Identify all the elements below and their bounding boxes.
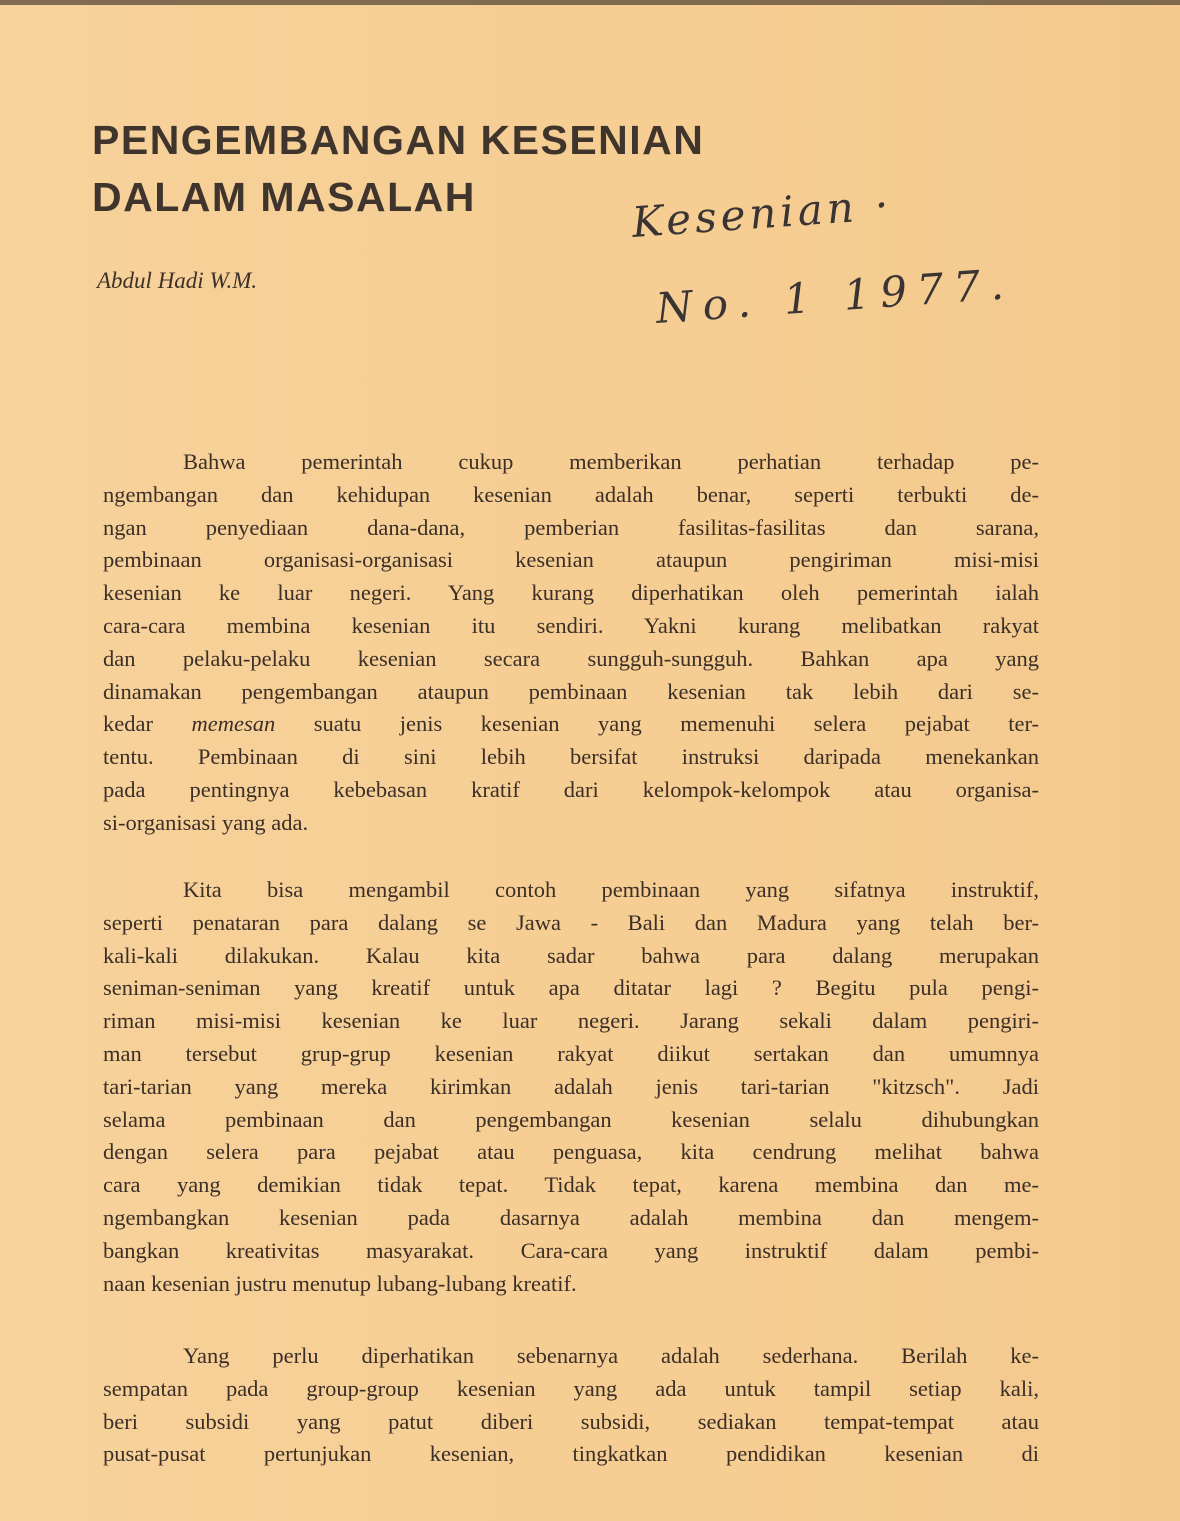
text-line: Kita bisa mengambil contoh pembinaan yang sifatnya instruktif, <box>183 877 1039 902</box>
article-title <box>92 112 704 226</box>
text-line: tentu. Pembinaan di sini lebih bersifat instruksi daripada menekankan <box>103 744 1039 770</box>
paragraph-2 <box>103 874 1039 1300</box>
handwritten-note-line-2: No. 1 1977. <box>654 259 1016 333</box>
text-line: cara yang demikian tidak tepat. Tidak tepat, karena membina dan me- <box>103 1172 1039 1198</box>
title-line-2: DALAM MASALAH <box>92 174 476 220</box>
text-line: riman misi-misi kesenian ke luar negeri. Jarang sekali dalam pengiri- <box>103 1008 1039 1034</box>
text-line: dinamakan pengembangan ataupun pembinaan kesenian tak lebih dari se- <box>103 678 1039 704</box>
text-fragment: kedar <box>103 711 153 737</box>
author-byline: Abdul Hadi W.M. <box>97 268 258 293</box>
text-line: kali-kali dilakukan. Kalau kita sadar bahwa para dalang merupakan <box>103 942 1039 968</box>
text-line: Bahwa pemerintah cukup memberikan perhatian terhadap pe- <box>183 449 1039 474</box>
text-line: dengan selera para pejabat atau penguasa, kita cendrung melihat bahwa <box>103 1139 1039 1165</box>
paragraph-3 <box>103 1340 1039 1471</box>
text-line: naan kesenian justru menutup lubang-lubang kreatif. <box>103 1270 577 1296</box>
text-line: ngembangan dan kehidupan kesenian adalah benar, seperti terbukti de- <box>103 481 1039 507</box>
text-line: dan pelaku-pelaku kesenian secara sungguh-sungguh. Bahkan apa yang <box>103 645 1039 671</box>
text-line: pembinaan organisasi-organisasi kesenian ataupun pengiriman misi-misi <box>103 547 1039 573</box>
text-line: ngembangkan kesenian pada dasarnya adalah membina dan mengem- <box>103 1204 1039 1230</box>
text-line: cara-cara membina kesenian itu sendiri. Yakni kurang melibatkan rakyat <box>103 612 1039 638</box>
text-fragment: suatu jenis kesenian yang memenuhi selera pejabat ter- <box>313 711 1040 737</box>
text-line: pusat-pusat pertunjukan kesenian, tingkatkan pendidikan kesenian di <box>103 1441 1039 1467</box>
text-line: seperti penataran para dalang se Jawa - Bali dan Madura yang telah ber- <box>103 909 1039 935</box>
text-line: selama pembinaan dan pengembangan kesenian selalu dihubungkan <box>103 1106 1039 1132</box>
text-line: seniman-seniman yang kreatif untuk apa ditatar lagi ? Begitu pula pengi- <box>103 975 1039 1001</box>
text-line: pada pentingnya kebebasan kratif dari kelompok-kelompok atau organisa- <box>103 776 1039 802</box>
text-line: bangkan kreativitas masyarakat. Cara-cara yang instruktif dalam pembi- <box>103 1237 1039 1263</box>
text-line: kesenian ke luar negeri. Yang kurang diperhatikan oleh pemerintah ialah <box>103 580 1039 606</box>
handwritten-note-line-1: Kesenian · <box>630 179 894 247</box>
text-line: sempatan pada group-group kesenian yang ada untuk tampil setiap kali, <box>103 1375 1039 1401</box>
text-line: ngan penyediaan dana-dana, pemberian fasilitas-fasilitas dan sarana, <box>103 514 1039 540</box>
top-rule <box>0 0 1180 5</box>
text-line: tari-tarian yang mereka kirimkan adalah jenis tari-tarian "kitzsch". Jadi <box>103 1073 1039 1099</box>
italic-term: memesan <box>191 711 276 737</box>
text-line: beri subsidi yang patut diberi subsidi, sediakan tempat-tempat atau <box>103 1408 1039 1434</box>
paragraph-1 <box>103 446 1039 840</box>
text-line-with-italic <box>103 708 1039 741</box>
title-line-1: PENGEMBANGAN KESENIAN <box>92 117 705 163</box>
text-line: Yang perlu diperhatikan sebenarnya adalah sederhana. Berilah ke- <box>183 1343 1039 1368</box>
text-line: man tersebut grup-grup kesenian rakyat diikut sertakan dan umumnya <box>103 1040 1039 1066</box>
text-line: si-organisasi yang ada. <box>103 809 309 835</box>
